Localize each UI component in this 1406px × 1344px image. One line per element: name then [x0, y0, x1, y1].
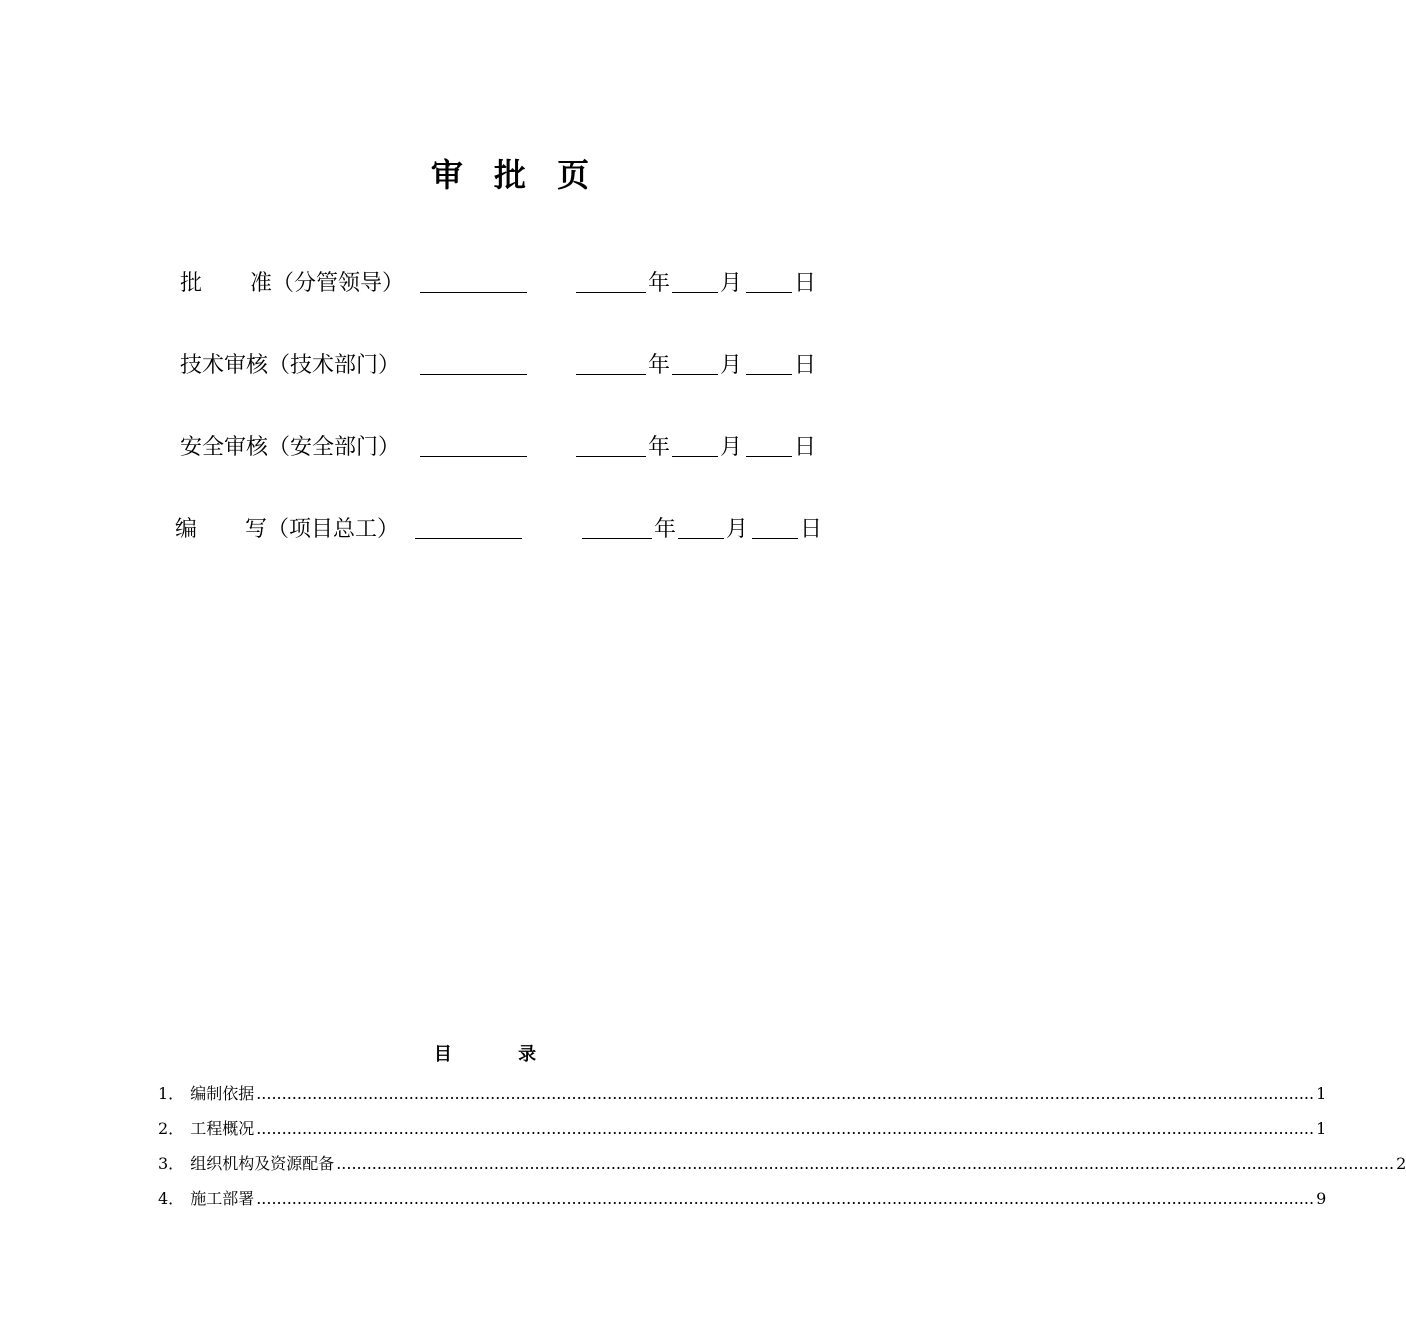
- month-label: 月: [720, 353, 743, 378]
- toc-item-text: 施工部署: [190, 1189, 255, 1208]
- day-label: 日: [800, 517, 823, 542]
- month-line[interactable]: [678, 538, 724, 539]
- day-label: 日: [794, 271, 817, 296]
- year-label: 年: [648, 271, 671, 296]
- toc-item-number: 2．: [158, 1119, 185, 1138]
- year-line[interactable]: [576, 292, 646, 293]
- year-label: 年: [648, 435, 671, 460]
- toc-item-text: 编制依据: [190, 1084, 255, 1103]
- year-line[interactable]: [582, 538, 652, 539]
- approval-row: [180, 348, 820, 384]
- approver-label: 批 准（分管领导）: [180, 271, 405, 296]
- day-line[interactable]: [752, 538, 798, 539]
- signature-line[interactable]: [420, 292, 527, 293]
- signature-line[interactable]: [420, 374, 527, 375]
- toc-item[interactable]: [158, 1187, 1327, 1211]
- toc-item[interactable]: [158, 1152, 1406, 1176]
- approval-row: [175, 512, 825, 548]
- month-line[interactable]: [672, 374, 718, 375]
- toc-item-number: 1．: [158, 1084, 185, 1103]
- day-line[interactable]: [746, 292, 792, 293]
- toc-item-number: 4．: [158, 1189, 185, 1208]
- approval-row: [180, 266, 820, 302]
- year-label: 年: [648, 353, 671, 378]
- day-line[interactable]: [746, 456, 792, 457]
- toc-leader-dots: ................................................................................................................................................................................................................: [256, 1189, 1315, 1208]
- toc-item[interactable]: [158, 1117, 1327, 1141]
- toc-title: 目 录: [433, 1044, 567, 1065]
- day-label: 日: [794, 435, 817, 460]
- signature-line[interactable]: [415, 538, 522, 539]
- tech-review-label: 技术审核（技术部门）: [180, 353, 401, 378]
- toc-item-page: 9: [1316, 1189, 1327, 1208]
- author-label: 编 写（项目总工）: [175, 517, 400, 542]
- toc-item-text: 组织机构及资源配备: [190, 1154, 335, 1173]
- year-line[interactable]: [576, 456, 646, 457]
- day-label: 日: [794, 353, 817, 378]
- month-line[interactable]: [672, 456, 718, 457]
- toc-item-page: 1: [1316, 1084, 1327, 1103]
- year-line[interactable]: [576, 374, 646, 375]
- approval-row: [180, 430, 820, 466]
- page-title: 审 批 页: [430, 156, 600, 194]
- toc-leader-dots: ................................................................................................................................................................................................................: [256, 1119, 1315, 1138]
- signature-line[interactable]: [420, 456, 527, 457]
- toc-item-page: 2: [1396, 1154, 1406, 1173]
- toc-item-number: 3．: [158, 1154, 185, 1173]
- toc-leader-dots: ................................................................................................................................................................................................................: [256, 1084, 1315, 1103]
- month-label: 月: [720, 271, 743, 296]
- toc-item-text: 工程概况: [190, 1119, 255, 1138]
- toc-leader-dots: ................................................................................................................................................................................................................: [336, 1154, 1395, 1173]
- day-line[interactable]: [746, 374, 792, 375]
- month-label: 月: [720, 435, 743, 460]
- month-line[interactable]: [672, 292, 718, 293]
- toc-item-page: 1: [1316, 1119, 1327, 1138]
- month-label: 月: [726, 517, 749, 542]
- safety-review-label: 安全审核（安全部门）: [180, 435, 401, 460]
- toc-item[interactable]: [158, 1082, 1327, 1106]
- year-label: 年: [654, 517, 677, 542]
